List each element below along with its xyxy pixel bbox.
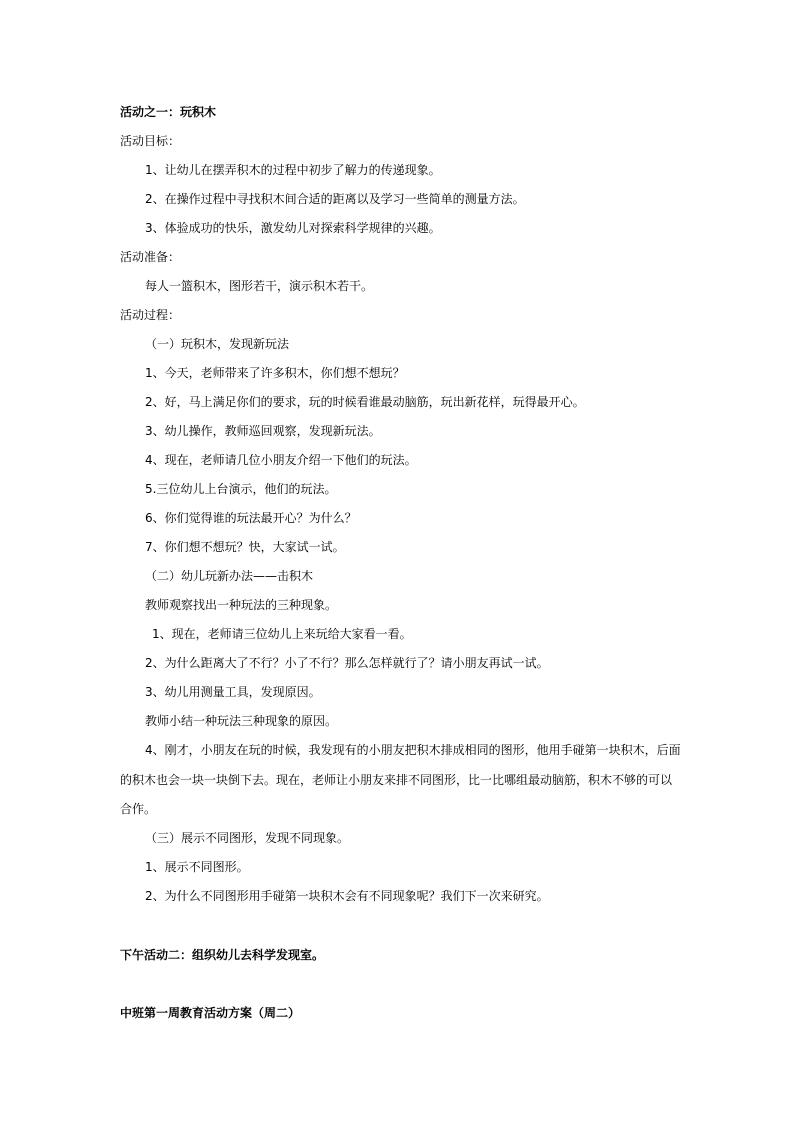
- goal-item: 1、让幼儿在摆弄积木的过程中初步了解力的传递现象。: [145, 163, 441, 177]
- section2-item: 3、幼儿用测量工具，发现原因。: [145, 685, 321, 699]
- section3-item: 2、为什么不同图形用手碰第一块积木会有不同现象呢？我们下一次来研究。: [145, 889, 549, 903]
- section2-title: （二）幼儿玩新办法——击积木: [145, 569, 314, 583]
- section2-item4-line: 4、刚才，小朋友在玩的时候，我发现有的小朋友把积木排成相同的图形，他用手碰第一块积木，后面: [145, 743, 681, 757]
- section2-intro: 教师观察找出一种玩法的三种现象。: [145, 598, 338, 612]
- activity1-heading: 活动之一：玩积木: [120, 105, 217, 119]
- section2-item4-line: 的积木也会一块一块倒下去。现在，老师让小朋友来排不同图形，比一比哪组最动脑筋，积木不够的可以: [120, 773, 673, 787]
- section1-item: 4、现在，老师请几位小朋友介绍一下他们的玩法。: [145, 453, 417, 467]
- section3-item: 1、展示不同图形。: [145, 860, 249, 874]
- section2-item: 1、现在，老师请三位幼儿上来玩给大家看一看。: [152, 627, 412, 641]
- prep-text: 每人一篮积木，图形若干，演示积木若干。: [145, 279, 374, 293]
- section1-item: 1、今天，老师带来了许多积木，你们想不想玩？: [145, 366, 405, 380]
- section1-item: 2、好，马上满足你们的要求，玩的时候看谁最动脑筋，玩出新花样，玩得最开心。: [145, 395, 585, 409]
- section2-summary: 教师小结一种玩法三种现象的原因。: [145, 714, 338, 728]
- next-plan-heading: 中班第一周教育活动方案（周二）: [120, 1006, 301, 1020]
- goals-label: 活动目标：: [120, 134, 181, 148]
- section2-item: 2、为什么距离大了不行？小了不行？那么怎样就行了？请小朋友再试一试。: [145, 656, 549, 670]
- goal-item: 3、体验成功的快乐，激发幼儿对探索科学规律的兴趣。: [145, 221, 441, 235]
- section1-item: 3、幼儿操作，教师巡回观察，发现新玩法。: [145, 424, 381, 438]
- activity2-heading: 下午活动二：组织幼儿去科学发现室。: [120, 948, 325, 962]
- prep-label: 活动准备：: [120, 250, 181, 264]
- section2-item4-line: 合作。: [120, 802, 157, 816]
- section1-item: 5.三位幼儿上台演示，他们的玩法。: [145, 482, 337, 496]
- section1-title: （一）玩积木，发现新玩法: [145, 337, 290, 351]
- process-label: 活动过程：: [120, 308, 181, 322]
- section1-item: 7、你们想不想玩？快，大家试一试。: [145, 540, 345, 554]
- section1-item: 6、你们觉得谁的玩法最开心？为什么？: [145, 511, 357, 525]
- goal-item: 2、在操作过程中寻找积木间合适的距离以及学习一些简单的测量方法。: [145, 192, 525, 206]
- section3-title: （三）展示不同图形，发现不同现象。: [145, 831, 350, 845]
